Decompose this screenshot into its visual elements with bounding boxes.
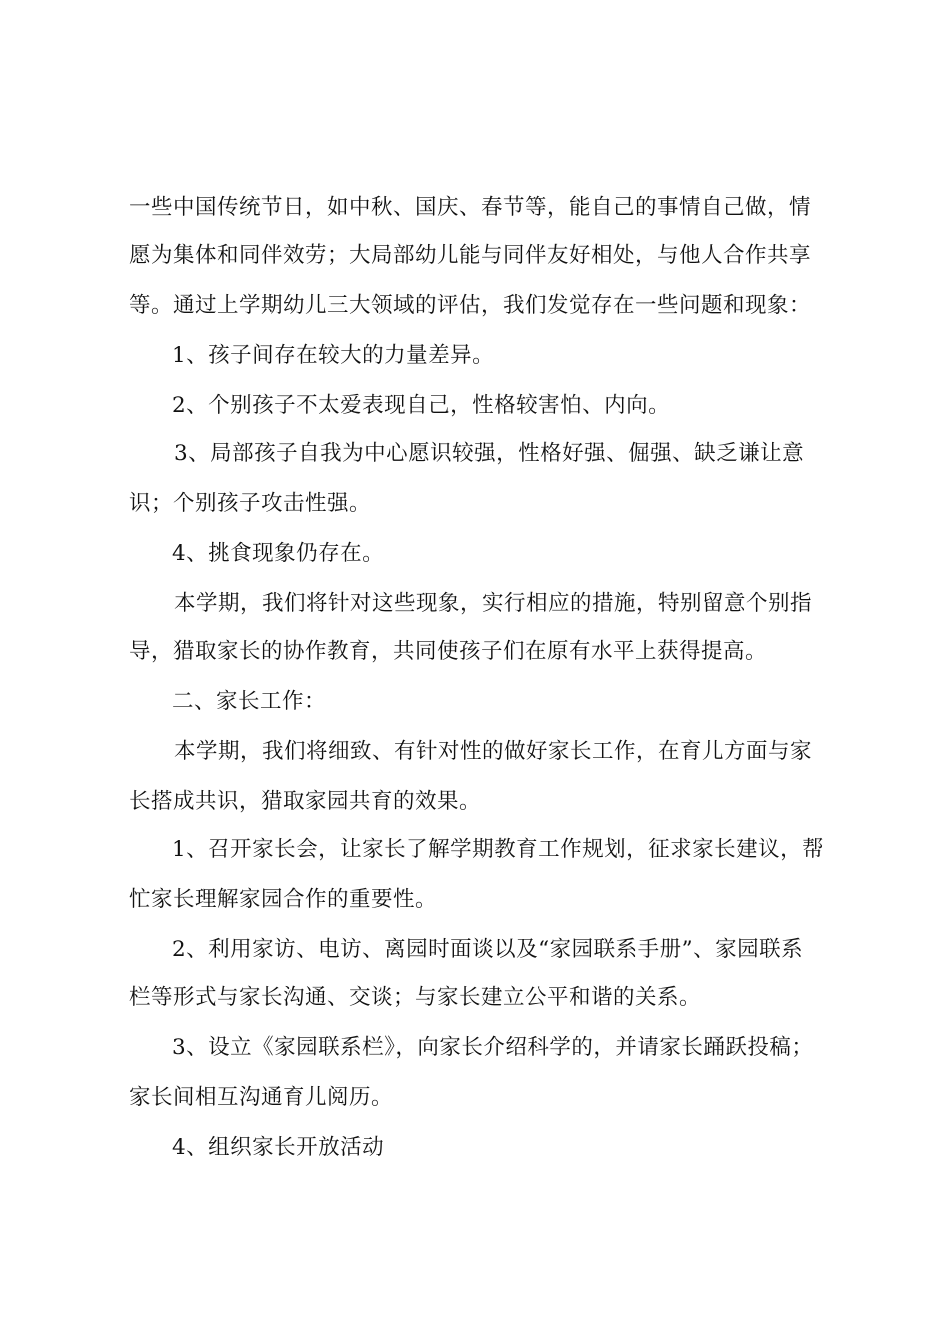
text-line: 等。通过上学期幼儿三大领域的评估，我们发觉存在一些问题和现象： [129,293,812,318]
text-line: 识；个别孩子攻击性强。 [129,491,372,516]
text-line: 2、利用家访、电访、离园时面谈以及“家园联系手册”、家园联系 [172,937,804,962]
text-line: 一些中国传统节日，如中秋、国庆、春节等，能自己的事情自己做，情 [129,195,812,220]
text-line: 本学期，我们将细致、有针对性的做好家长工作，在育儿方面与家 [174,739,813,764]
text-line: 1、召开家长会，让家长了解学期教育工作规划，征求家长建议，帮 [172,837,825,862]
text-line: 导，猎取家长的协作教育，共同使孩子们在原有水平上获得提高。 [129,639,768,664]
text-line: 1、孩子间存在较大的力量差异。 [172,343,495,368]
text-line: 3、局部孩子自我为中心愿识较强，性格好强、倔强、缺乏谦让意 [174,441,805,466]
text-line: 3、设立《家园联系栏》，向家长介绍科学的，并请家长踊跃投稿； [172,1035,814,1060]
text-line: 本学期，我们将针对这些现象，实行相应的措施，特别留意个别指 [174,591,813,616]
text-line: 4、挑食现象仍存在。 [172,541,385,566]
text-line: 家长间相互沟通育儿阅历。 [129,1085,394,1110]
text-line: 长搭成共识，猎取家园共育的效果。 [129,789,482,814]
text-line: 栏等形式与家长沟通、交谈；与家长建立公平和谐的关系。 [129,985,702,1010]
section-heading: 二、家长工作： [172,689,327,714]
text-line: 忙家长理解家园合作的重要性。 [129,887,438,912]
text-line: 愿为集体和同伴效劳；大局部幼儿能与同伴友好相处，与他人合作共享 [129,243,812,268]
text-line: 4、组织家长开放活动 [172,1135,385,1160]
text-line: 2、个别孩子不太爱表现自己，性格较害怕、内向。 [172,393,671,418]
